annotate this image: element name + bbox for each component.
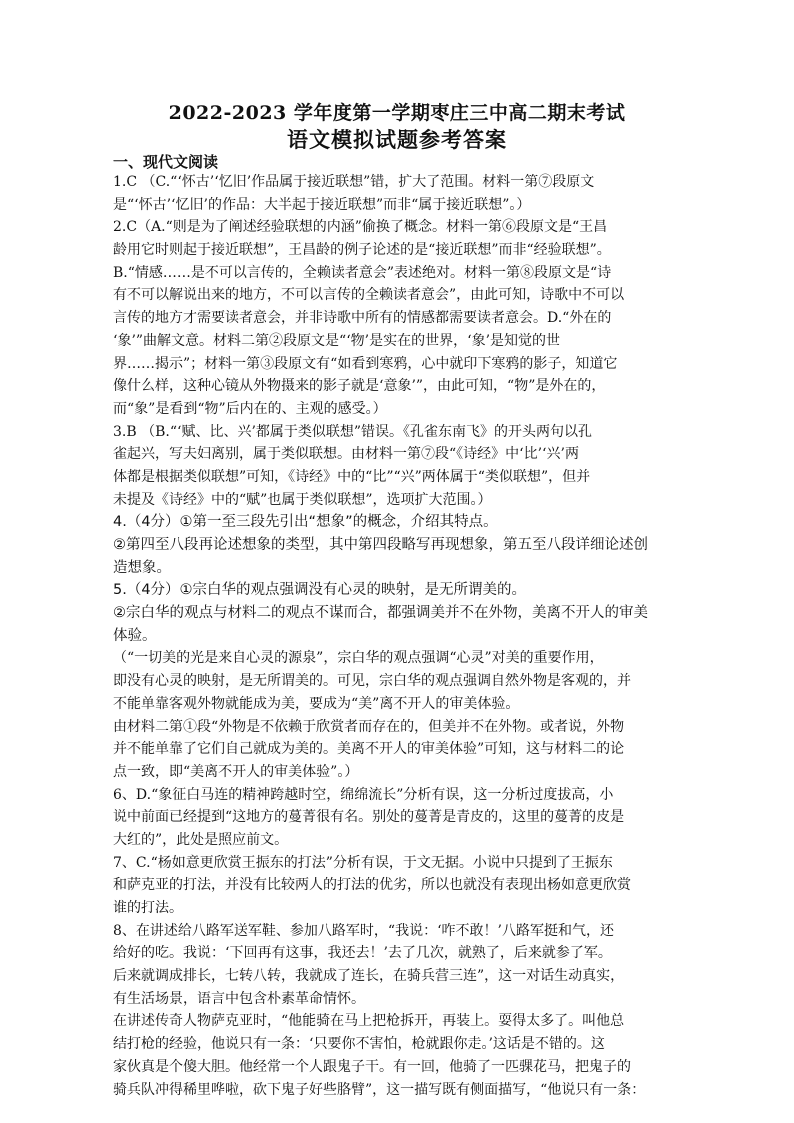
exam-title: 2022-2023 学年度第一学期枣庄三中高二期末考试 (168, 102, 626, 124)
text-line: 后来就调成排长，七转八转，我就成了连长，在骑兵营三连”，这一对话生动真实， (113, 968, 625, 985)
text-line: 并不能单靠了它们自己就成为美的。美离不开人的审美体验”可知，这与材料二的论 (113, 741, 625, 758)
text-line: 4.（4分）①第一至三段先引出“想象”的概念，介绍其特点。 (113, 514, 498, 531)
text-line: （“一切美的光是来自心灵的源泉”，宗白华的观点强调“心灵”对美的重要作用， (113, 650, 604, 667)
text-line: 而“象”是看到“物”后内在的、主观的感受。） (113, 400, 387, 417)
text-line: 大红的”，此处是照应前文。 (113, 831, 289, 848)
text-line: 即没有心灵的映射，是无所谓美的。可见，宗白华的观点强调自然外物是客观的，并 (113, 673, 631, 690)
text-line: 3.B （B.“‘赋、比、兴’都属于类似联想”错误。《孔雀东南飞》的开头两句以孔 (113, 423, 593, 440)
text-line: 说中前面已经提到“这地方的蔓菁很有名。别处的蔓菁是青皮的，这里的蔓菁的皮是 (113, 809, 625, 826)
text-line: 界……揭示”；材料一第③段原文有“如看到寒鸦，心中就印下寒鸦的影子，知道它 (113, 355, 618, 372)
text-line: 2.C（A.“则是为了阐述经验联想的内涵”偷换了概念。材料一第⑥段原文是“王昌 (113, 219, 608, 236)
text-line: ②宗白华的观点与材料二的观点不谋而合，都强调美并不在外物，美离不开人的审美 (113, 605, 648, 622)
text-line: 体验。 (113, 627, 157, 644)
text-line: 点一致，即“美离不开人的审美体验”。） (113, 763, 359, 780)
text-line: 像什么样，这种心镜从外物摄来的影子就是‘意象’”，由此可知，“物”是外在的， (113, 378, 606, 395)
text-line: 在讲述传奇人物萨克亚时，“他能骑在马上把枪拆开，再装上。耍得太多了。叫他总 (113, 1013, 625, 1030)
text-line: 是“‘怀古’‘忆旧’的作品：大半起于接近联想”而非“属于接近联想”。） (113, 196, 531, 213)
text-line: 骑兵队冲得稀里哗啦，砍下鬼子好些胳臂”，这一描写既有侧面描写，“他说只有一条： (113, 1081, 646, 1098)
text-line: 1.C （C.“‘怀古’‘忆旧’作品属于接近联想”错，扩大了范围。材料一第⑦段原文 (113, 174, 595, 190)
text-line: 不能单靠客观外物就能成为美，要成为“美”离不开人的审美体验。 (113, 695, 520, 712)
text-line: 结打枪的经验，他说只有一条：‘只要你不害怕，枪就跟你走。’这话是不错的。这 (113, 1036, 605, 1053)
text-line: 8、在讲述给八路军送军鞋、参加八路军时，“我说：‘咋不敢！’八路军挺和气，还 (113, 922, 614, 939)
text-line: 有不可以解说出来的地方，不可以言传的全赖读者意会”，由此可知，诗歌中不可以 (113, 287, 625, 304)
text-line: 7、C.“杨如意更欣赏王振东的打法”分析有误，于文无据。小说中只提到了王振东 (113, 854, 613, 871)
text-line: 雀起兴，写夫妇离别，属于类似联想。由材料一第⑦段“《诗经》中‘比’‘兴’两 (113, 446, 579, 463)
text-line: 和萨克亚的打法，并没有比较两人的打法的优劣，所以也就没有表现出杨如意更欣赏 (113, 877, 631, 894)
answer-body (113, 171, 703, 1101)
text-line: 谁的打法。 (113, 900, 183, 916)
section-heading: 一、现代文阅读 (113, 153, 219, 171)
text-line: 5.（4分）①宗白华的观点强调没有心灵的映射，是无所谓美的。 (113, 582, 527, 599)
text-line: 6、D.“象征白马连的精神跨越时空，绵绵流长”分析有误，这一分析过度拔高，小 (113, 786, 614, 803)
text-line: 言传的地方才需要读者意会，并非诗歌中所有的情感都需要读者意会。D.“外在的 (113, 310, 612, 327)
text-line: 由材料二第①段“外物是不依赖于欣赏者而存在的，但美并不在外物。或者说，外物 (113, 718, 625, 735)
text-line: 家伙真是个傻大胆。他经常一个人跟鬼子干。有一回，他骑了一匹骒花马，把鬼子的 (113, 1058, 631, 1075)
text-line: 造想象。 (113, 559, 171, 576)
text-line: 龄用它时则起于接近联想”，王昌龄的例子论述的是“接近联想”而非“经验联想”。 (113, 242, 611, 259)
text-line: B.“情感……是不可以言传的，全赖读者意会”表述绝对。材料一第⑧段原文是“诗 (113, 264, 612, 281)
text-line: 体都是根据类似联想”可知，《诗经》中的“比”“兴”两体属于“类似联想”，但并 (113, 468, 591, 485)
answer-key-title: 语文模拟试题参考答案 (287, 127, 507, 152)
text-line: 有生活场景，语言中包含朴素革命情怀。 (113, 990, 365, 1007)
text-line: 未提及《诗经》中的“赋”也属于类似联想”，选项扩大范围。） (113, 491, 492, 508)
text-line: ②第四至八段再论述想象的类型，其中第四段略写再现想象，第五至八段详细论述创 (113, 537, 648, 553)
text-line: ‘象’”曲解文意。材料二第②段原文是“‘物’是实在的世界，‘象’是知觉的世 (113, 332, 561, 349)
text-line: 给好的吃。我说：‘下回再有这事，我还去！’去了几次，就熟了，后来就参了军。 (113, 945, 612, 962)
